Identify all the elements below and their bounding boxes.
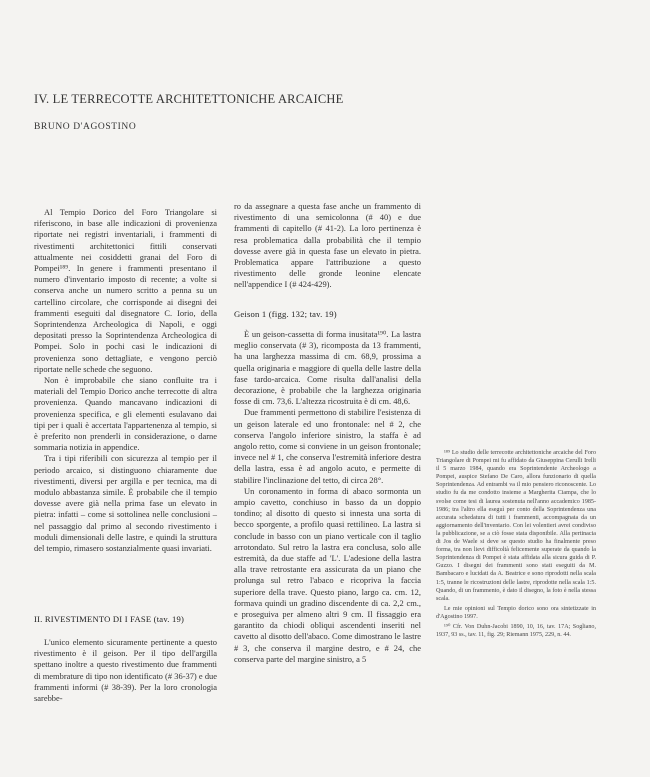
paragraph: L'unico elemento sicuramente pertinente a questo rivestimento è il geison. Per il tipo dell'argilla spettano inoltre a questo rivestimento due frammenti di membrature di tipo non identificato (# 36-37) e due frammenti informi (# 38-39). Per la loro cronologia sarebbe- (34, 637, 217, 704)
column-right-top (234, 201, 421, 291)
paragraph: Due frammenti permettono di stabilire l'esistenza di un geison laterale ed uno frontonale: nel # 2, che conserva l'angolo inferiore sinistro, la staffa è ad angolo retto, come si conviene in un geison frontonale; invece nel # 1, che conserva l'estremità inferiore destra della lastra, essa è ad angolo acuto, e permette di stabilire l'inclinazione del tetto, di circa 28°. (234, 407, 421, 485)
footnote-note: Le mie opinioni sul Tempio dorico sono ora sintetizzate in d'Agostino 1997. (436, 605, 596, 620)
footnote-190: ¹⁹⁰ Cfr. Von Duhn-Jacobi 1890, 10, 16, tav. 17A; Sogliano, 1937, 93 ss., tav. 11, fig. 29; Riemann 1975, 229, n. 44. (436, 623, 596, 639)
author-name: BRUNO D'AGOSTINO (34, 122, 137, 132)
paragraph: ro da assegnare a questa fase anche un frammento di rivestimento di una semicolonna (# 40) e due frammenti di capitello (# 41-2). La loro pertinenza è resa problematica dalla probabilità che il tempio dovesse avere già in questa fase un elevato in pietra. Problematica appare l'attribuzione a questo rivestimento delle gronde leonine elencate nell'appendice I (# 424-429). (234, 201, 421, 290)
section-heading-rivestimento: II. RIVESTIMENTO DI I FASE (tav. 19) (34, 614, 185, 624)
footnotes (436, 449, 596, 641)
column-left-top (34, 207, 217, 554)
chapter-title: IV. LE TERRECOTTE ARCHITETTONICHE ARCAICHE (34, 92, 344, 106)
paragraph: È un geison-cassetta di forma inusitata¹⁹⁰. La lastra meglio conservata (# 3), ricomposta da 13 frammenti, ha una larghezza massima di cm. 68,9, prossima a quella originaria e maggiore di quella delle lastre della fase tardo-arcaica. Come risulta dall'analisi della decorazione, è probabile che la larghezza originaria fosse di cm. 73,6. L'altezza ricostruita è di cm. 48,6. (234, 329, 421, 407)
column-left-bottom (34, 637, 217, 704)
column-right-bottom (234, 329, 421, 665)
paragraph: Un coronamento in forma di abaco sormonta un ampio cavetto, conchiuso in basso da un doppio tondino; al disotto di questo si innesta una sorta di becco sporgente, a profilo quasi rettilineo. La lastra si conclude in basso con un piano verticale con il taglio arrotondato. Sul retro la lastra era conclusa, solo alle estremità, da due staffe ad 'L'. L'adesione della lastra alla trave retrostante era assicurata da un piano che prolunga sul retro l'abaco e ricopriva la faccia superiore della trave. Questo piano, largo ca. cm. 12, formava quindi un gradino discendente di ca. 2,2 cm., e proseguiva per almeno altri 9 cm. Il fissaggio era garantito da chiodi obliqui ascendenti inseriti nel cavetto al disotto dell'abaco. Come dimostrano le lastre # 3, che conserva il margine destro, e # 24, che conserva parte del margine sinistro, a 5 (234, 485, 421, 664)
paragraph: Al Tempio Dorico del Foro Triangolare si riferiscono, in base alle indicazioni di provenienza riportate nei registri inventariali, i frammenti di rivestimenti architettonici fittili conservati attualmente nei cosiddetti granai del Foro di Pompei¹⁸⁹. In genere i frammenti presentano il numero d'inventario imposto di recente; a volte si conserva anche un numero scritto a penna su un cartellino circolare, che corrisponde ai disegni dei frammenti eseguiti dal disegnatore C. Iorio, della Soprintendenza Archeologica di Napoli, e oggi depositati presso la Soprintendenza Archeologica di Pompei. Solo in pochi casi le indicazioni di provenienza sono dettagliate, e vengono perciò riportate nelle schede che seguono. (34, 207, 217, 374)
paragraph: Non è improbabile che siano confluite tra i materiali del Tempio Dorico anche terrecotte di altra provenienza. Quando mancavano indicazioni di provenienza specifica, e gli elementi esulavano dai tipi per i quali è accertata l'appartenenza al tempio, si è preferito non prenderli in considerazione, o darne sommaria notizia in appendice. (34, 375, 217, 453)
section-heading-geison: Geison 1 (figg. 132; tav. 19) (234, 309, 337, 319)
footnote-189: ¹⁸⁹ Lo studio delle terrecotte architettoniche arcaiche del Foro Triangolare di Pompei mi fu affidato da Giuseppina Cerulli Irelli il 5 marzo 1984, quando era Soprintendente Archeologo a Pompei, auspice Stefano De Caro, allora funzionario di quella Soprintendenza. Ad entrambi va il mio pensiero riconoscente. Lo studio fu da me condotto insieme a Margherita Ciampa, che lo svolse come tesi di laurea sostenuta nell'anno accademico 1985-1986; tra l'altro ella eseguì per conto della Soprintendenza una accurata schedatura di tutti i frammenti, accompagnata da un aggiornamento dell'inventario. Con lei volentieri avrei condiviso la pubblicazione, se a ciò fosse stata disponibile. Alla pertinacia di Jos de Waele si deve se questo studio ha finalmente preso forma, tra non lievi difficoltà felicemente superate da quando la Soprintendenza di Pompei è stata affidata alla sicura guida di P. Guzzo. I disegni dei frammenti sono stati eseguiti da M. Bambacaro e lucidati da A. Beatrice e sono riprodotti nella scala 1:5, tranne le ricostruzioni delle lastre, riprodotte nella scala 1:5. Quando, di un frammento, è dato il disegno, la foto è nella stessa scala. (436, 450, 596, 602)
paragraph: Tra i tipi riferibili con sicurezza al tempio per il periodo arcaico, si distinguono chiaramente due rivestimenti, diversi per argilla e per tecnica, ma di modulo abbastanza simile. È probabile che il tempio dovesse avere già nella prima fase un elevato in pietra: infatti – come si sottolinea nelle conclusioni – nel passaggio dal primo al secondo rivestimento i moduli dimensionali delle lastre, e quindi la struttura del tempio, rimasero sostanzialmente quasi invariati. (34, 453, 217, 554)
